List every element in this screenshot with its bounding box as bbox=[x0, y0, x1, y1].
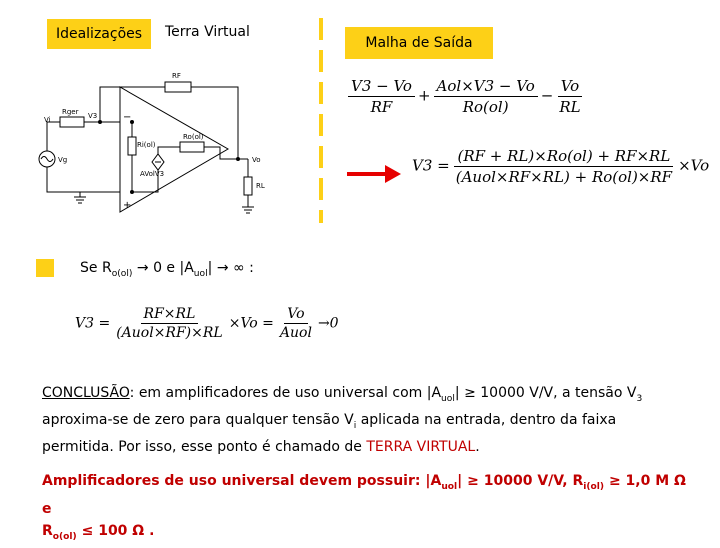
rger-label: Rger bbox=[62, 108, 79, 116]
equation-node bbox=[345, 77, 587, 116]
rf-resistor bbox=[165, 82, 191, 92]
minus-sign: − bbox=[123, 112, 132, 123]
condition-text: Se $R_{o(ol)} \to 0$ e $|A_{uol}|$ → ∞ : bbox=[80, 260, 254, 279]
rger-resistor bbox=[60, 117, 84, 127]
malha-saida-label: Malha de Saída bbox=[365, 35, 473, 51]
conclusion-line-1: CONCLUSÃO: em amplificadores de uso universal com $|A_{uol}| \ge 10000$ V/V, a tensão $V_3$ bbox=[42, 385, 643, 404]
requirement-line-2: $R_{o(ol)} \le 100$ Ω . bbox=[42, 522, 155, 542]
plus-sign: + bbox=[123, 200, 132, 211]
eq1-minus: − bbox=[540, 86, 554, 105]
rf-label: RF bbox=[172, 72, 181, 80]
vg-label: Vg bbox=[58, 156, 68, 164]
eq3-num2: Vo bbox=[284, 306, 307, 324]
gain-label: AVolV3 bbox=[140, 170, 165, 178]
eq1-rhs-num: Vo bbox=[558, 77, 583, 97]
separator bbox=[316, 18, 326, 223]
terra-virtual-highlight: TERRA VIRTUAL bbox=[366, 438, 476, 455]
eq3-v3: V3 = bbox=[75, 315, 111, 332]
eq3-den1: (Auol×RF)×RL bbox=[116, 325, 223, 341]
eq3-tail: →0 bbox=[317, 315, 339, 332]
eq3-num1: RF×RL bbox=[141, 306, 199, 324]
conclusion-line-3: permitida. Por isso, esse ponto é chamado de TERRA VIRTUAL. bbox=[42, 438, 480, 455]
conclusion-line-2: aproxima-se de zero para qualquer tensão $V_i$ aplicada na entrada, dentro da faixa bbox=[42, 411, 617, 431]
eq1-mid-den: Ro(ol) bbox=[462, 98, 509, 116]
idealizacoes-tag bbox=[47, 19, 151, 49]
v3-label: V3 bbox=[88, 112, 98, 120]
equation-v3-limit bbox=[75, 306, 339, 341]
eq2-num: (RF + RL)×Ro(ol) + RF×RL bbox=[454, 147, 673, 167]
opamp-circuit-diagram bbox=[20, 62, 290, 222]
ri-resistor bbox=[128, 137, 136, 155]
malha-saida-tag bbox=[345, 27, 493, 59]
conclusion-paragraph bbox=[42, 383, 682, 458]
eq1-rhs-den: RL bbox=[559, 98, 581, 116]
bullet-square bbox=[36, 259, 54, 277]
eq3-den2: Auol bbox=[279, 325, 312, 341]
vo-label: Vo bbox=[252, 156, 261, 164]
feedback-wire bbox=[100, 87, 165, 122]
vi-label: Vi bbox=[44, 116, 51, 124]
eq3-times: ×Vo = bbox=[228, 315, 274, 332]
rl-label: RL bbox=[256, 182, 265, 190]
idealizacoes-label: Idealizações bbox=[55, 26, 143, 42]
eq1-lhs-num: V3 − Vo bbox=[348, 77, 415, 97]
terra-virtual-label: Terra Virtual bbox=[165, 24, 250, 40]
eq2-tail: ×Vo bbox=[678, 156, 710, 175]
requirement-line-1: Amplificadores de uso universal devem possuir: $|A_{uol}| \ge 10000$ V/V, $R_{i(ol)} \ge 1,0$ M Ω e bbox=[42, 473, 686, 517]
red-arrow-icon bbox=[345, 163, 403, 185]
eq1-lhs-den: RF bbox=[370, 98, 393, 116]
ri-label: Ri(ol) bbox=[137, 141, 156, 149]
eq1-plus: + bbox=[417, 86, 431, 105]
ro-resistor bbox=[180, 142, 204, 152]
eq2-v3: V3 = bbox=[412, 156, 450, 175]
equation-v3-output bbox=[412, 147, 709, 186]
requirement-paragraph bbox=[42, 470, 692, 548]
eq2-den: (Auol×RF×RL) + Ro(ol)×RF bbox=[455, 168, 673, 186]
conclusion-label: CONCLUSÃO bbox=[42, 385, 130, 401]
ro-label: Ro(ol) bbox=[183, 133, 204, 141]
eq1-mid-num: Aol×V3 − Vo bbox=[434, 77, 538, 97]
rl-resistor bbox=[244, 177, 252, 195]
